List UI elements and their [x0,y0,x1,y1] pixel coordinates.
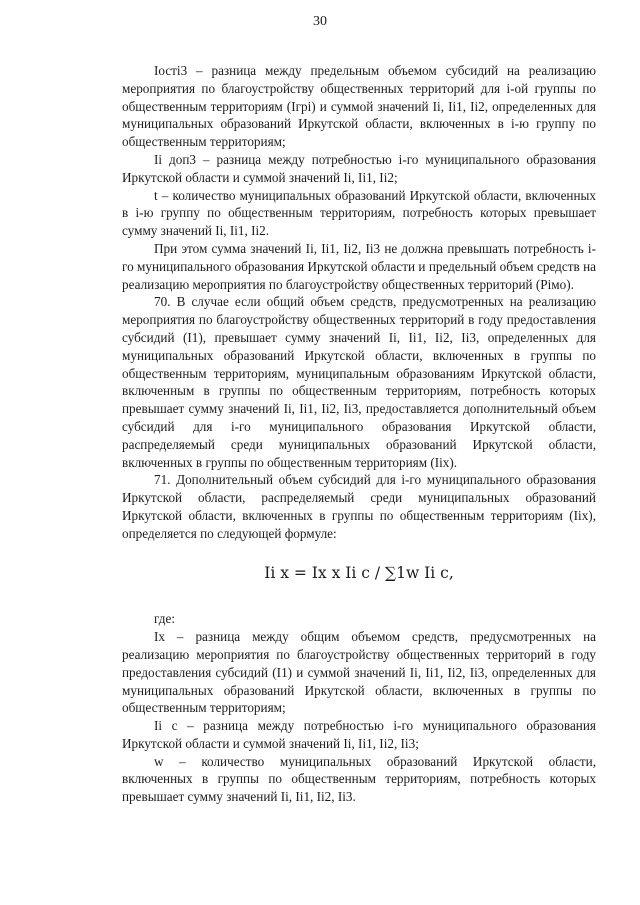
page-number: 30 [313,14,327,29]
paragraph-ic: Ii c – разница между потребностью i-го муниципального образования Иркутской области и суммой значений Ii, Ii1, Ii2, Ii3; [122,718,596,751]
formula: Ii x = Ix x Ii c / ∑1w Ii c, [264,563,454,582]
paragraph-t: t – количество муниципальных образований Иркутской области, включенных в i-ю группу по общественным территориям, потребность которых превышает сумму значений Ii, Ii1, Ii2. [122,187,596,239]
where-label: где: [154,611,175,627]
paragraph-71: 71. Дополнительный объем субсидий для i-го муниципального образования Иркутской области, распределяемый среди муниципальных образований Иркутской области, включенных в группы по общественным территориям (Iix), определяется по следующей формуле: [122,472,596,541]
paragraph-70: 70. В случае если общий объем средств, предусмотренных на реализацию мероприятия по благоустройству общественных территорий в году предоставления субсидий (I1), превышает сумму значений Ii, Ii1, Ii2, Ii3, определенных для муниципальных образований Иркутской области, включенных в группы по общественным территориям, муниципальным образованиям Иркутской области, включенным в группы по общественным территориям, потребность которых превышает сумму значений Ii, Ii1, Ii2, Ii3, предоставляется дополнительный объем субсидий для i-го муниципального образования Иркутской области, распределяемый среди муниципальных образований Иркутской области, включенных в группы по общественным территориям (Iix). [122,294,596,470]
paragraph-ix: Ix – разница между общим объемом средств, предусмотренных на реализацию мероприятия по благоустройству общественных территорий в году предоставления субсидий (I1) и суммой значений Ii, Ii1, Ii2, Ii3, определенных для муниципальных образований Иркутской области, включенных в группы по общественным территориям; [122,629,596,716]
paragraph-i-ost: Iостi3 – разница между предельным объемом субсидий на реализацию мероприятия по благоустройству общественных территорий для i-ой группы по общественным территориям (Iгрi) и суммой значений Ii, Ii1, Ii2, определенных для муниципальных образований Иркутской области, включенных в i-ю группу по общественным территориям; [122,63,596,150]
document-body [122,62,596,806]
paragraph-w: w – количество муниципальных образований Иркутской области, включенных в группы по общественным территориям, потребность которых превышает сумму значений Ii, Ii1, Ii2, Ii3. [122,753,596,805]
paragraph-i-dop: Ii доп3 – разница между потребностью i-го муниципального образования Иркутской области и суммой значений Ii, Ii1, Ii2; [122,151,596,185]
paragraph-sum-limit: При этом сумма значений Ii, Ii1, Ii2, Ii3 не должна превышать потребность i-го муниципального образования Иркутской области и предельный объем средств на реализацию мероприятия по благоустройству общественных территорий (Piмо). [122,240,596,292]
